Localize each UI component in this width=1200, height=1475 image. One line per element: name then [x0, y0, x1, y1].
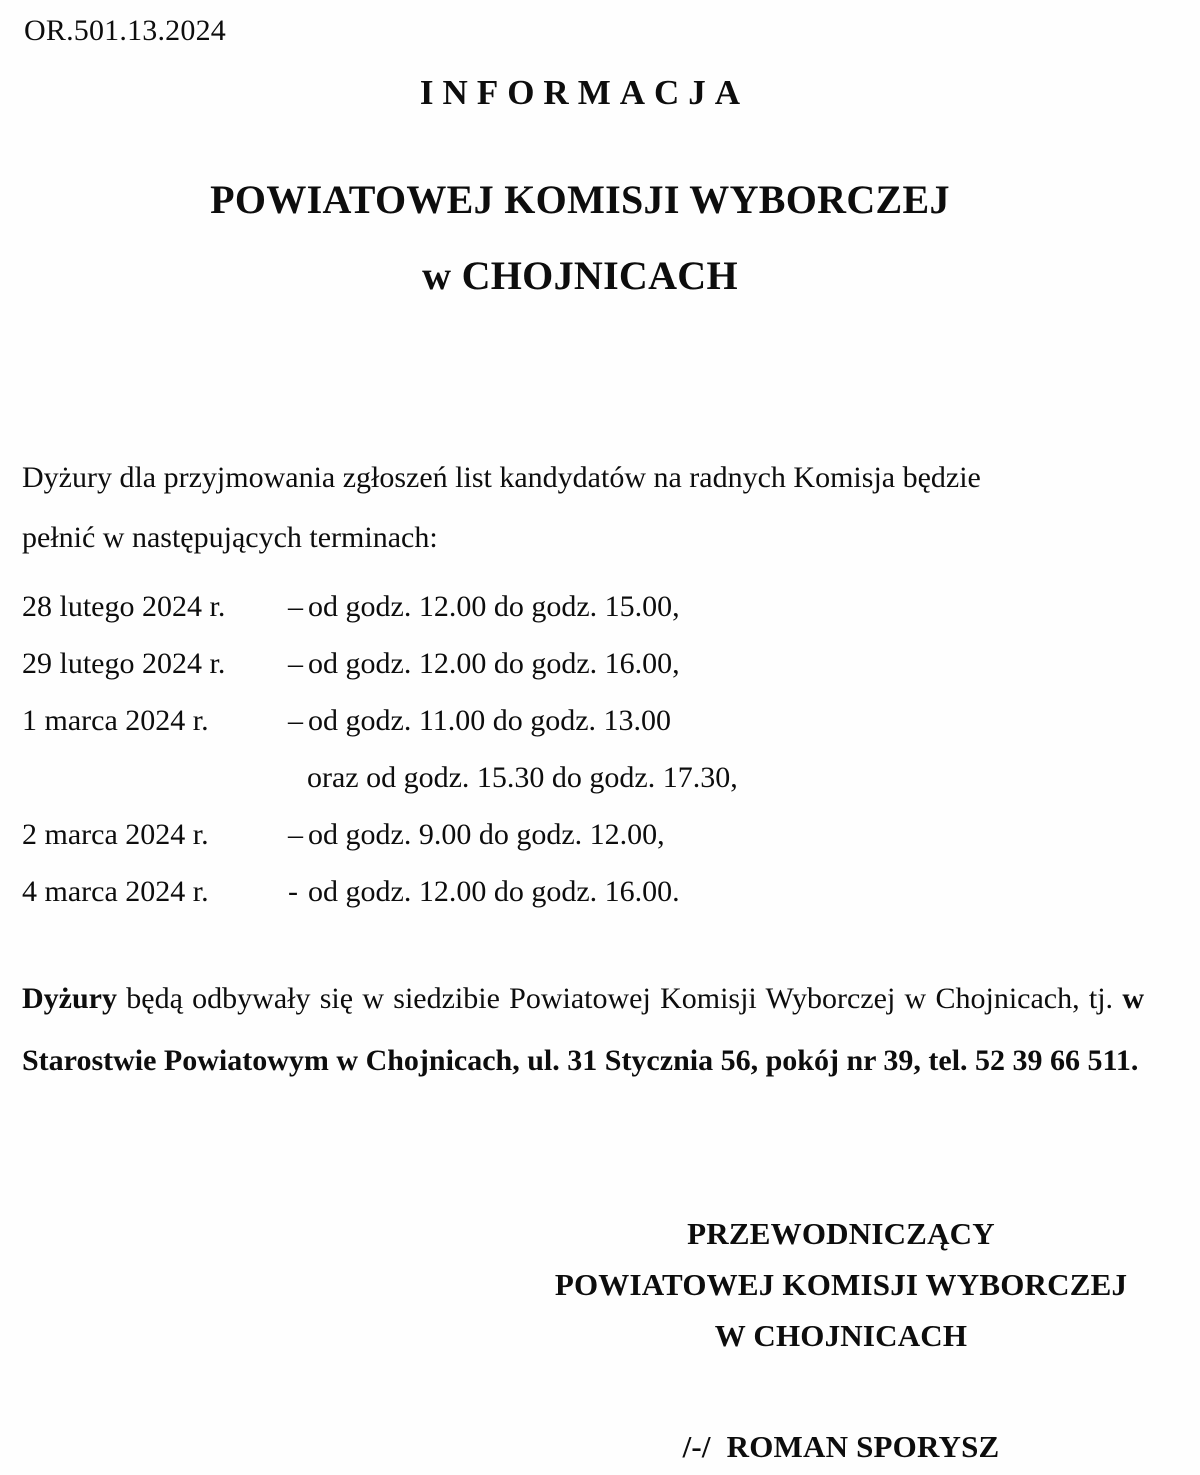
schedule-date: 29 lutego 2024 r. [22, 647, 226, 680]
signature-committee: POWIATOWEJ KOMISJI WYBORCZEJ [554, 1267, 1128, 1302]
schedule-row [22, 635, 1142, 692]
schedule-hours: oraz od godz. 15.30 do godz. 17.30, [307, 761, 738, 794]
schedule-dash: – [288, 647, 303, 680]
schedule-list [22, 578, 1142, 920]
location-paragraph [22, 968, 1144, 1092]
schedule-dash: - [288, 875, 298, 908]
signature-block [538, 1208, 1144, 1472]
intro-line-2: pełnić w następujących terminach: [22, 521, 438, 554]
schedule-date: 4 marca 2024 r. [22, 875, 209, 908]
schedule-dash: – [288, 818, 303, 851]
schedule-date: 2 marca 2024 r. [22, 818, 209, 851]
schedule-row [22, 692, 1142, 749]
signature-city: W CHOJNICACH [714, 1318, 968, 1353]
schedule-date: 28 lutego 2024 r. [22, 590, 226, 623]
location-bold-lead: Dyżury [22, 982, 117, 1015]
schedule-hours: od godz. 11.00 do godz. 13.00 [308, 704, 672, 737]
schedule-dash: – [288, 704, 303, 737]
title-block [0, 72, 1160, 300]
signature-name: /-/ ROMAN SPORYSZ [682, 1429, 1000, 1464]
schedule-row [22, 578, 1142, 635]
page-title: INFORMACJA [419, 73, 750, 112]
title-subtitle-city: w CHOJNICACH [422, 253, 738, 298]
intro-paragraph [22, 448, 1144, 568]
schedule-row [22, 863, 1142, 920]
location-regular-text: będą odbywały się w siedzibie Powiatowej Komisji Wyborczej w Chojnicach, tj. [116, 982, 1123, 1015]
location-bold-address: w Starostwie Powiatowym w Chojnicach, ul. 31 Stycznia 56, pokój nr 39, tel. 52 39 66 511. [22, 982, 1144, 1077]
schedule-hours: od godz. 12.00 do godz. 16.00. [308, 875, 680, 908]
signature-role: PRZEWODNICZĄCY [687, 1216, 995, 1251]
reference-number: OR.501.13.2024 [24, 14, 226, 47]
schedule-row [22, 806, 1142, 863]
schedule-row-continuation [22, 749, 1142, 806]
schedule-hours: od godz. 12.00 do godz. 16.00, [308, 647, 680, 680]
schedule-hours: od godz. 9.00 do godz. 12.00, [308, 818, 665, 851]
intro-line-1: Dyżury dla przyjmowania zgłoszeń list kandydatów na radnych Komisja będzie [22, 461, 981, 494]
schedule-hours: od godz. 12.00 do godz. 15.00, [308, 590, 680, 623]
schedule-date: 1 marca 2024 r. [22, 704, 209, 737]
schedule-dash: – [288, 590, 303, 623]
title-subtitle-committee: POWIATOWEJ KOMISJI WYBORCZEJ [210, 177, 950, 222]
